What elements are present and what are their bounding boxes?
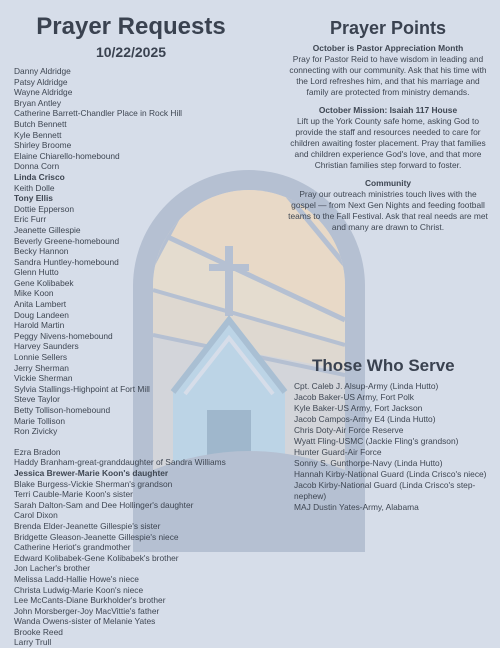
list-item: Blake Burgess-Vickie Sherman's grandson (14, 478, 173, 489)
prayer-point-body: Lift up the York County safe home, asking God to provide the staff and resources needed to care for children awaiting foster placement. Pray that families and children experience God's love, and that more Christian families step forward to foster. (290, 116, 486, 170)
list-item: Vickie Sherman (14, 373, 73, 384)
list-item: Harvey Saunders (14, 341, 79, 352)
list-item: Larry Trull (14, 637, 52, 648)
list-item: Sandra Huntley-homebound (14, 256, 119, 267)
list-item: Gene Kolibabek (14, 277, 74, 288)
list-item: Melissa Ladd-Hallie Howe's niece (14, 573, 139, 584)
those-who-serve-title: Those Who Serve (312, 356, 455, 375)
list-item: Jerry Sherman (14, 362, 69, 373)
list-item: Jacob Kirby-National Guard (Linda Crisco's step-nephew) (294, 480, 476, 501)
list-item: Glenn Hutto (14, 267, 59, 278)
list-item: Wyatt Fling-USMC (Jackie Fling's grandson) (294, 436, 459, 446)
list-item: Brooke Reed (14, 626, 63, 637)
list-item: John Morsberger-Joy MacVittie's father (14, 605, 160, 616)
list-item: Wayne Aldridge (14, 87, 73, 98)
list-item: Eric Furr (14, 214, 47, 225)
those-who-serve-section (294, 356, 494, 513)
list-item: Shirley Broome (14, 140, 72, 151)
prayer-point-heading: October Mission: Isaiah 117 House (318, 105, 458, 115)
list-item: Anita Lambert (14, 299, 67, 310)
list-item: Edward Kolibabek-Gene Kolibabek's brother (14, 552, 179, 563)
prayer-points-title: Prayer Points (329, 18, 447, 38)
list-spacer (14, 437, 274, 447)
list-item: Jeanette Gillespie (14, 224, 81, 235)
list-item: Elaine Chiarello-homebound (14, 150, 120, 161)
list-item: Bryan Antley (14, 97, 62, 108)
list-item: Catherine Heriot's grandmother (14, 542, 131, 553)
list-item: Haddy Branham-great-granddaughter of Sandra Williams (14, 457, 226, 468)
list-item: MAJ Dustin Yates-Army, Alabama (294, 502, 419, 512)
list-item: Catherine Barrett-Chandler Place in Rock Hill (14, 108, 183, 119)
list-item: Hannah Kirby-National Guard (Linda Crisco's niece) (294, 469, 487, 479)
list-item: Donna Corn (14, 161, 60, 172)
list-item: Carol Dixon (14, 510, 58, 521)
list-item: Butch Bennett (14, 118, 67, 129)
prayer-points-section (288, 18, 488, 240)
list-item: Ron Zivicky (14, 426, 58, 437)
list-item: Mike Koon (14, 288, 54, 299)
list-item: Linda Crisco (14, 171, 65, 182)
list-item: Doug Landeen (14, 309, 69, 320)
list-item: Harold Martin (14, 320, 65, 331)
list-item: Cpt. Caleb J. Alsup-Army (Linda Hutto) (294, 381, 439, 391)
list-item: Ezra Bradon (14, 446, 61, 457)
list-item: Steve Taylor (14, 394, 60, 405)
list-item: Jon Lacher's brother (14, 563, 91, 574)
list-item: Chris Doty-Air Force Reserve (294, 425, 404, 435)
list-item: Kyle Bennett (14, 129, 62, 140)
list-item: Terri Cauble-Marie Koon's sister (14, 489, 133, 500)
list-item: Jessica Brewer-Marie Koon's daughter (14, 467, 169, 478)
prayer-point-body: Pray for Pastor Reid to have wisdom in leading and connecting with our community. Ask that his time with the Lord refreshes him, and that his marriage and family are protected from ministry demands. (289, 54, 487, 97)
list-item: Kyle Baker-US Army, Fort Jackson (294, 403, 423, 413)
prayer-point (288, 105, 488, 171)
list-item: Jacob Campos-Army E4 (Linda Hutto) (294, 414, 436, 424)
family-names-list (14, 447, 274, 648)
list-item: Sarah Dalton-Sam and Dee Hollinger's daughter (14, 499, 194, 510)
list-item: Brenda Elder-Jeanette Gillespie's sister (14, 520, 161, 531)
list-item: Marie Tollison (14, 415, 66, 426)
prayer-point-heading: October is Pastor Appreciation Month (312, 43, 464, 53)
prayer-requests-title: Prayer Requests (36, 13, 226, 40)
list-item: Danny Aldridge (14, 66, 71, 76)
list-item: Lee McCants-Diane Burkholder's brother (14, 595, 166, 606)
list-item: Keith Dolle (14, 182, 55, 193)
prayer-requests-section (14, 12, 274, 648)
list-item: Wanda Owens-sister of Melanie Yates (14, 616, 156, 627)
list-item: Lonnie Sellers (14, 352, 68, 363)
list-item: Becky Hannon (14, 246, 69, 257)
list-item: Betty Tollison-homebound (14, 405, 111, 415)
prayer-point (288, 178, 488, 233)
prayer-point-body: Pray our outreach ministries touch lives with the gospel — from Next Gen Nights and feeding football teams to the Fall Festival. Ask that real needs are met and many are drawn to Christ. (288, 189, 488, 232)
list-item: Jacob Baker-US Army, Fort Polk (294, 392, 414, 402)
service-members-list (294, 381, 494, 513)
prayer-names-list (14, 66, 274, 437)
list-item: Beverly Greene-homebound (14, 235, 120, 246)
list-item: Peggy Nivens-homebound (14, 330, 113, 341)
list-item: Bridgette Gleason-Jeanette Gillespie's niece (14, 531, 179, 542)
list-item: Sonny S. Gunthorpe-Navy (Linda Hutto) (294, 458, 443, 468)
list-item: Dottie Epperson (14, 203, 75, 214)
list-item: Patsy Aldridge (14, 76, 68, 87)
list-item: Sylvia Stallings-Highpoint at Fort Mill (14, 383, 150, 394)
list-item: Tony Ellis (14, 193, 53, 204)
list-item: Christa Ludwig-Marie Koon's niece (14, 584, 144, 595)
list-item: Hunter Guard-Air Force (294, 447, 382, 457)
bulletin-date: 10/22/2025 (95, 44, 167, 60)
prayer-point-heading: Community (364, 178, 412, 188)
prayer-point (288, 43, 488, 98)
